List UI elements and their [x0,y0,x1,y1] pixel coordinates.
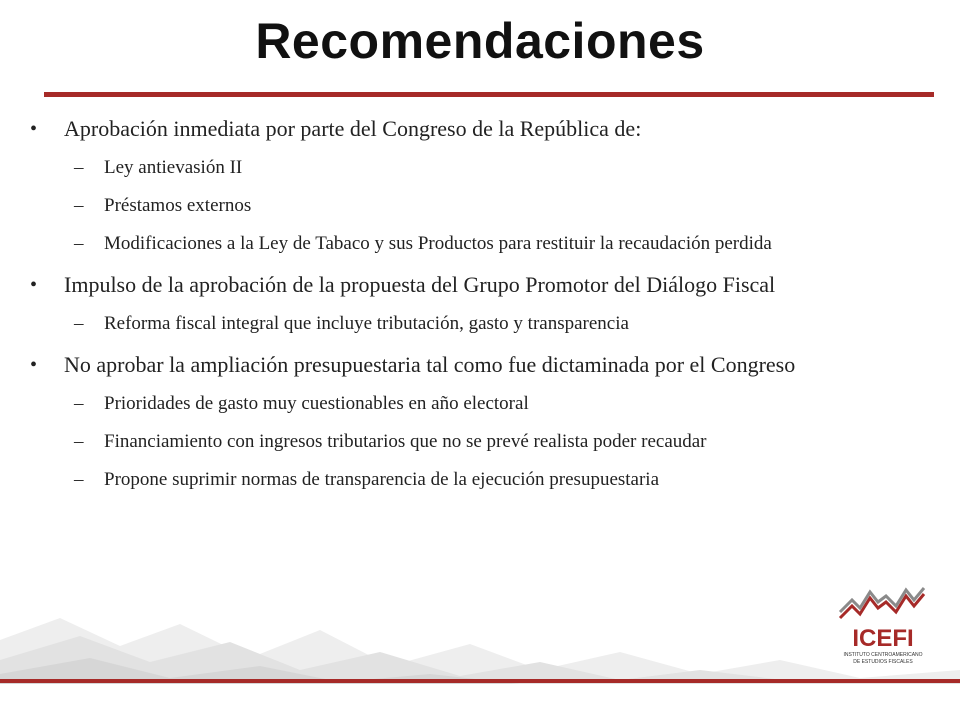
icefi-logo [838,586,928,666]
sub-item [30,308,930,340]
bullet-icon: • [30,354,38,376]
logo-subtitle-2: DE ESTUDIOS FISCALES [853,659,913,665]
sub-item [30,228,930,260]
sub-item [30,152,930,184]
bullet-text: Aprobación inmediata por parte del Congreso de la República de: [64,116,642,141]
sub-item [30,464,930,496]
dash-icon: – [74,233,84,254]
sub-item-text: Modificaciones a la Ley de Tabaco y sus Productos para restituir la recaudación perdida [104,233,772,254]
sub-item-text: Prioridades de gasto muy cuestionables en año electoral [104,393,529,414]
dash-icon: – [74,313,84,334]
sub-item [30,190,930,222]
dash-icon: – [74,431,84,452]
dash-icon: – [74,469,84,490]
sub-item [30,388,930,420]
bullet-text: Impulso de la aprobación de la propuesta del Grupo Promotor del Diálogo Fiscal [64,272,776,297]
mountain-decoration [0,600,960,684]
bullet-icon: • [30,118,38,140]
sub-item-text: Préstamos externos [104,195,252,216]
sub-item-text: Reforma fiscal integral que incluye tributación, gasto y transparencia [104,313,629,334]
slide-content [30,112,930,496]
logo-wordmark: ICEFI [852,625,914,652]
bullet-item [30,348,930,382]
sub-item [30,426,930,458]
dash-icon: – [74,195,84,216]
dash-icon: – [74,157,84,178]
title-underline [44,92,934,97]
dash-icon: – [74,393,84,414]
sub-item-text: Ley antievasión II [104,157,243,178]
footer-line [0,679,960,683]
slide-title: Recomendaciones [255,13,705,69]
sub-item-text: Propone suprimir normas de transparencia de la ejecución presupuestaria [104,469,660,490]
bullet-item [30,268,930,302]
bullet-icon: • [30,274,38,296]
bullet-item [30,112,930,146]
logo-subtitle-1: INSTITUTO CENTROAMERICANO [843,652,923,658]
bullet-text: No aprobar la ampliación presupuestaria tal como fue dictaminada por el Congreso [64,352,796,377]
sub-item-text: Financiamiento con ingresos tributarios que no se prevé realista poder recaudar [104,431,707,452]
